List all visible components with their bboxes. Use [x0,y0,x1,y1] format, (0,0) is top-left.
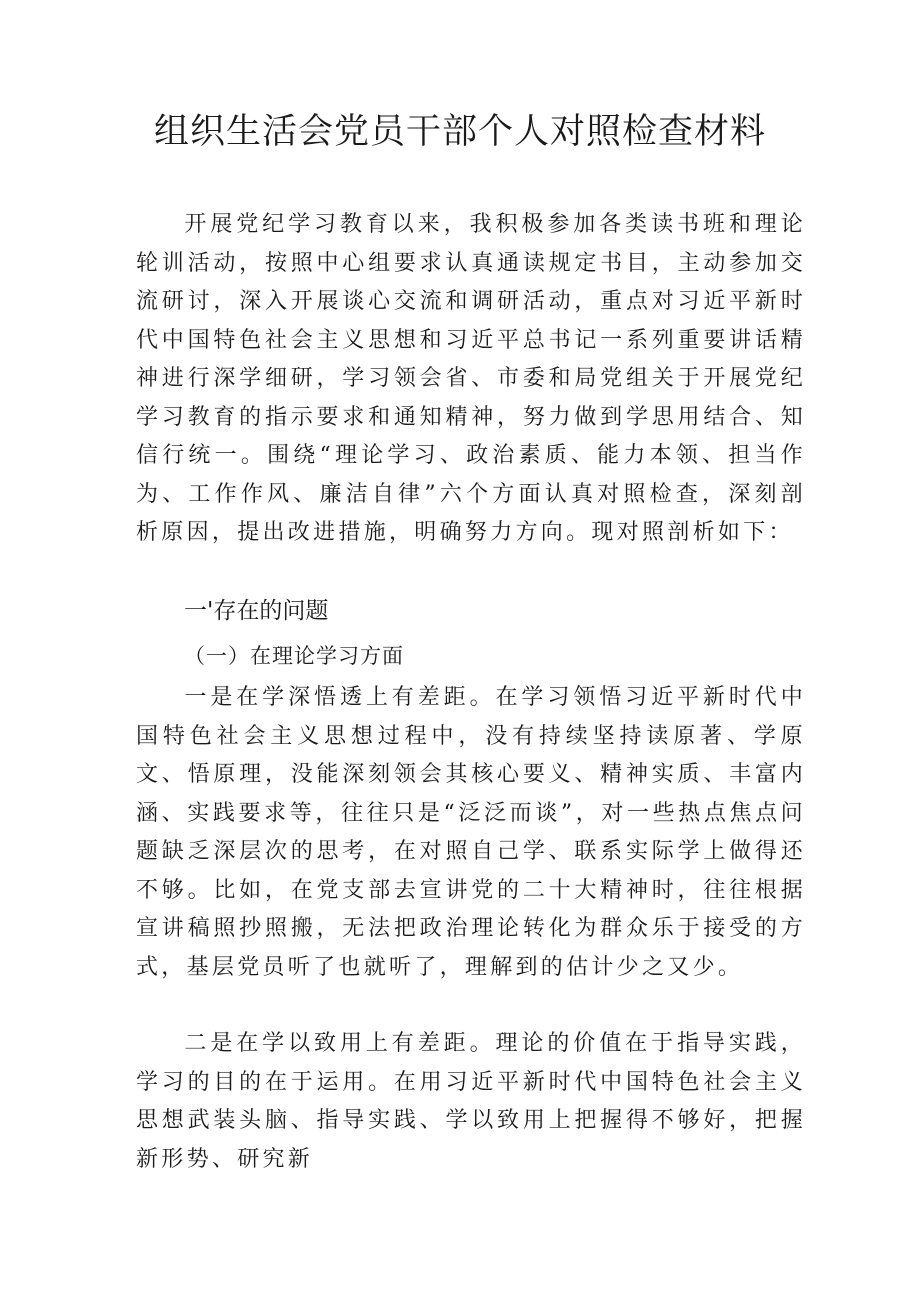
document-title: 组织生活会党员干部个人对照检查材料 [153,112,766,152]
section-heading: 一'存在的问题 [184,598,329,624]
subsection-heading: （一）在理论学习方面 [184,644,404,668]
intro-paragraph: 开展党纪学习教育以来，我积极参加各类读书班和理论轮训活动，按照中心组要求认真通读规定书目，主动参加交流研讨，深入开展谈心交流和调研活动，重点对习近平新时代中国特色社会主义思想和习近平总书记一系列重要讲话精神进行深学细研，学习领会省、市委和局党组关于开展党纪学习教育的指示要求和通知精神，努力做到学思用结合、知信行统一。围绕“理论学习、政治素质、能力本领、担当作为、工作作风、廉洁自律”六个方面认真对照检查，深刻剖析原因，提出改进措施，明确努力方向。现对照剖析如下： [136,212,806,545]
paragraph-two: 二是在学以致用上有差距。理论的价值在于指导实践，学习的目的在于运用。在用习近平新时代中国特色社会主义思想武装头脑、指导实践、学以致用上把握得不够好，把握新形势、研究新 [136,1031,806,1172]
paragraph-one: 一是在学深悟透上有差距。在学习领悟习近平新时代中国特色社会主义思想过程中，没有持续坚持读原著、学原文、悟原理，没能深刻领会其核心要义、精神实质、丰富内涵、实践要求等，往往只是“泛泛而谈”，对一些热点焦点问题缺乏深层次的思考，在对照自己学、联系实际学上做得还不够。比如，在党支部去宣讲党的二十大精神时，往往根据宣讲稿照抄照搬，无法把政治理论转化为群众乐于接受的方式，基层党员听了也就听了，理解到的估计少之又少。 [136,685,806,980]
